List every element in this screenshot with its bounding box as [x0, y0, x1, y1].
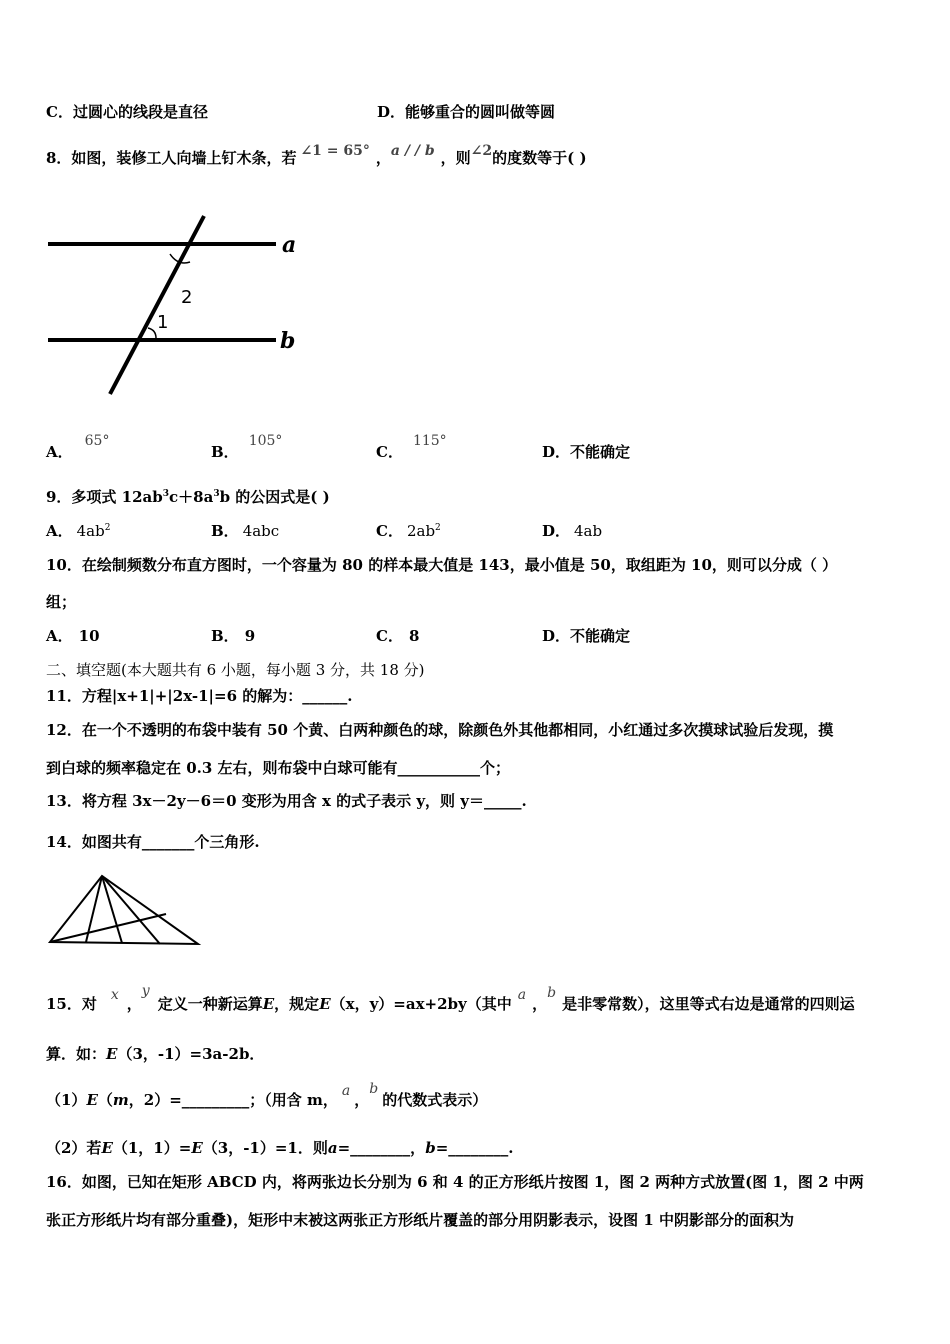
q8-option-b-value: 105°	[248, 433, 283, 449]
q16-line2: 张正方形纸片均有部分重叠)，矩形中末被这两张正方形纸片覆盖的部分用阴影表示，设图 1 中阴影部分的面积为	[46, 1211, 794, 1229]
q12-line2: 到白球的频率稳定在 0.3 左右，则布袋中白球可能有___________个；	[46, 759, 511, 777]
section-2-heading: 二、填空题(本大题共有 6 小题，每小题 3 分，共 18 分)	[46, 661, 425, 679]
q8-sep: ，	[375, 149, 391, 167]
q10-line1: 10．在绘制频数分布直方图时，一个容量为 80 的样本最大值是 143，最小值是 50，取组距为 10，则可以分成（ ）	[46, 556, 838, 574]
cevian-2	[102, 876, 122, 943]
q14-triangles-figure	[44, 870, 209, 950]
q16-line1: 16．如图，已知在矩形 ABCD 内，将两张边长分别为 6 和 4 的正方形纸片按图 1，图 2 两种方式放置(图 1，图 2 中两	[46, 1173, 864, 1191]
q9-option-b: B． 4abc	[211, 522, 280, 540]
q10-option-a: A． 10	[46, 627, 100, 645]
q8-stem-b: ，则	[440, 149, 471, 167]
q9-option-d: D． 4ab	[542, 522, 603, 540]
q9-stem: 9．多项式 $12ab^3c+8a^3b$ 的公因式是( )	[46, 488, 330, 506]
q8-angle2: ∠2	[470, 143, 493, 159]
q10-option-b: B． 9	[211, 627, 256, 645]
label-b: b	[280, 328, 296, 354]
q13: 13．将方程 3x－2y－6＝0 变形为用含 x 的式子表示 y，则 y＝_____.	[46, 792, 527, 810]
angle1-arc	[148, 328, 156, 338]
var-a: a	[517, 987, 527, 1003]
q8-option-a: A．65°	[46, 433, 110, 461]
q8-stem-c: 的度数等于( )	[492, 149, 587, 167]
q9-option-a: A． $4ab^2$	[46, 522, 111, 540]
q14: 14．如图共有_______个三角形.	[46, 833, 260, 851]
cross-line	[50, 914, 166, 942]
q7-option-d: D．能够重合的圆叫做等圆	[377, 103, 556, 121]
label-a: a	[282, 232, 297, 258]
q15-part2: （2）若E（1，1）=E（3，-1）=1．则a=________，b=________.	[46, 1139, 514, 1157]
q8-option-c-value: 115°	[412, 433, 447, 449]
q7-option-c: C．过圆心的线段是直径	[46, 103, 208, 121]
q8-option-d: D．不能确定	[542, 443, 631, 461]
q11: 11．方程|x+1|+|2x-1|=6 的解为：______.	[46, 687, 353, 705]
q8-stem	[46, 143, 587, 169]
outer-triangle	[50, 876, 198, 944]
q8-stem-a: 8．如图，装修工人向墙上钉木条，若	[46, 149, 297, 167]
q12-line1: 12．在一个不透明的布袋中装有 50 个黄、白两种颜色的球，除颜色外其他都相同，小红通过多次摸球试验后发现，摸	[46, 721, 834, 739]
var-x: x	[110, 987, 119, 1003]
var-y: y	[141, 983, 150, 999]
var-b: b	[547, 985, 557, 1001]
q9-option-c: C． $2ab^2$	[376, 522, 441, 540]
q8-option-b: B．105°	[211, 433, 283, 461]
q8-option-a-value: 65°	[84, 433, 110, 449]
label-2: 2	[181, 287, 193, 308]
q8-option-d-value: 不能确定	[570, 443, 631, 461]
q10-option-d: D．不能确定	[542, 627, 631, 645]
q10-line2: 组；	[46, 593, 77, 611]
q15-line2: 算．如：E（3，-1）=3a-2b．	[46, 1045, 265, 1063]
q15-line1: 15．对 x ，y定义一种新运算E，规定E（x，y）=ax+2by（其中 a ，b是非零常数），这里等式右边是通常的四则运	[46, 983, 855, 1013]
q8-cond-angle1: ∠1 = 65°	[300, 143, 370, 159]
q8-option-c: C．115°	[376, 433, 447, 461]
q8-parallel-lines-figure	[44, 210, 314, 400]
label-1: 1	[157, 312, 169, 333]
q8-cond-parallel: a / / b	[390, 143, 435, 159]
q15-part1: （1）E（m，2）=_________；（用含 m， a ，b的代数式表示）	[46, 1081, 488, 1109]
q10-option-c: C． 8	[376, 627, 420, 645]
